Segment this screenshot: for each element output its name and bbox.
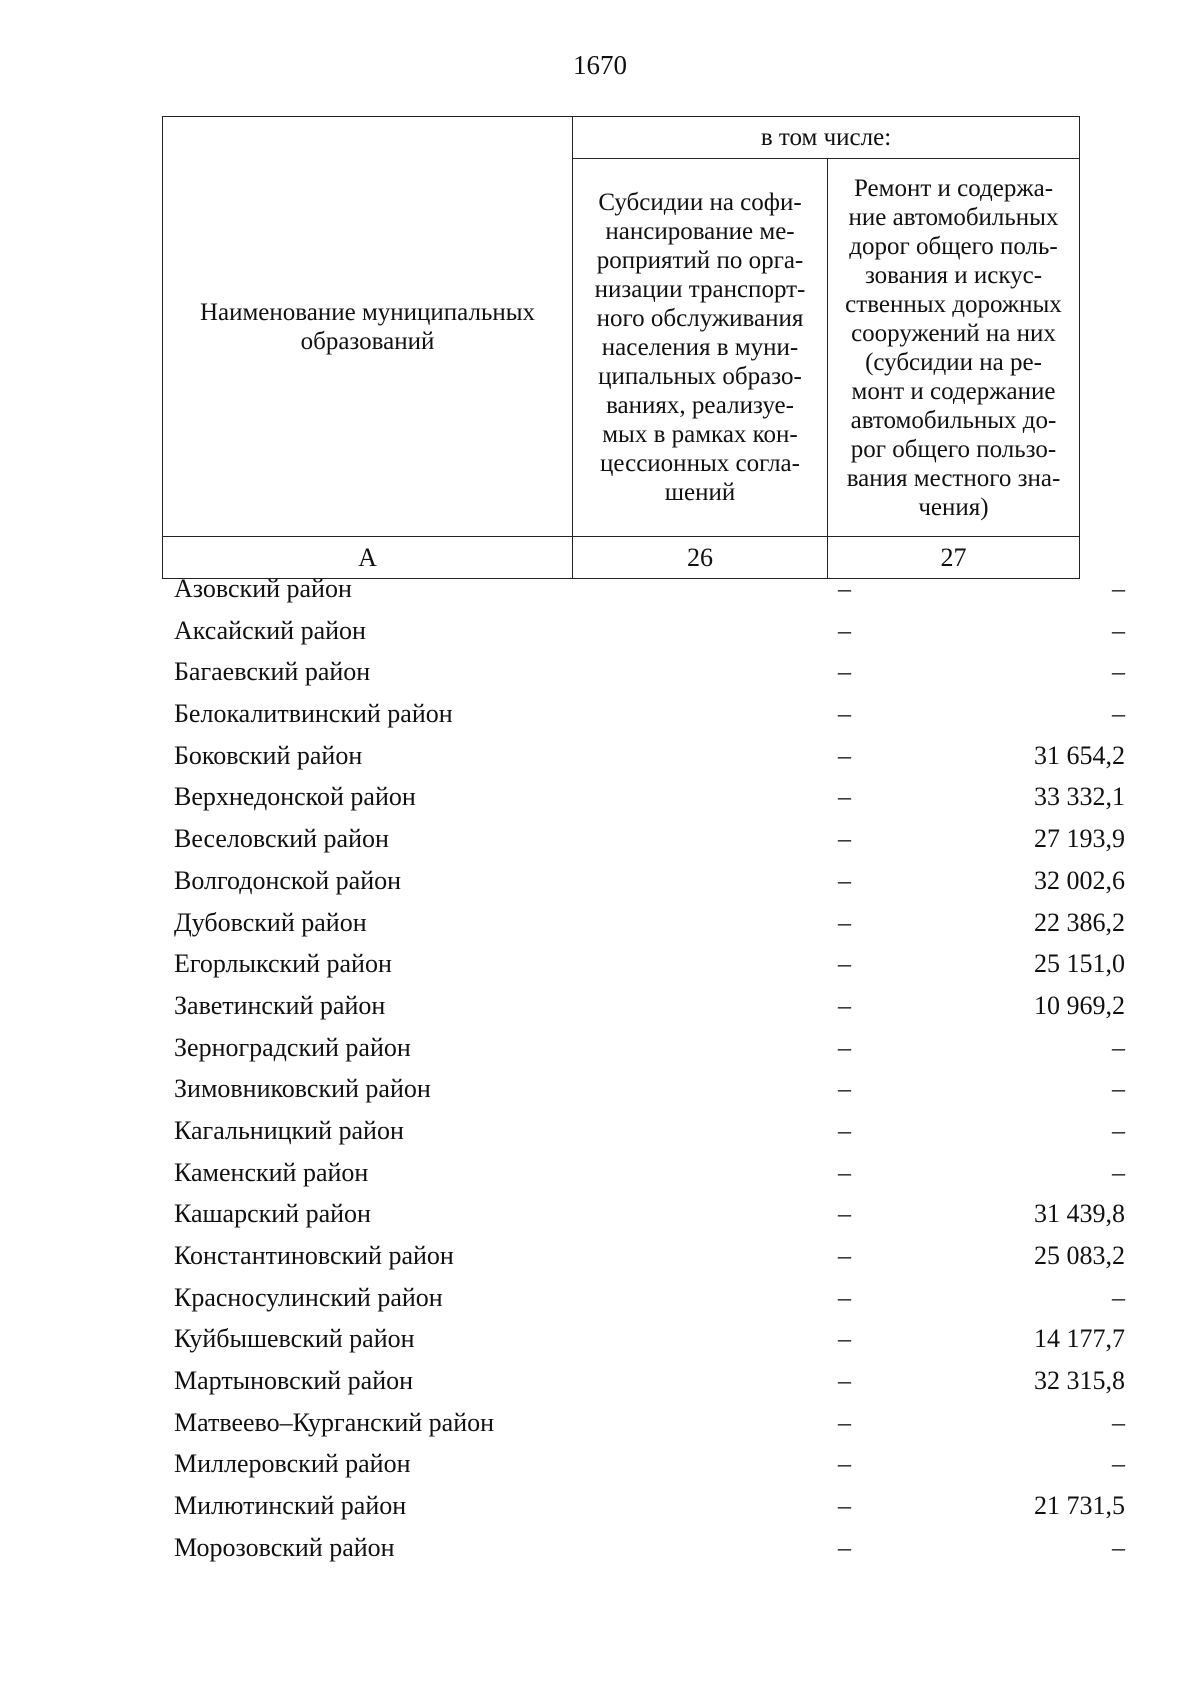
- value-col-26: –: [838, 1199, 851, 1229]
- table-row: [162, 818, 1137, 860]
- value-col-26: –: [838, 1407, 851, 1437]
- table-header: [162, 116, 1080, 579]
- municipality-name: Куйбышевский район: [174, 1324, 415, 1354]
- value-col-26: –: [838, 949, 851, 979]
- table-row: [162, 651, 1137, 693]
- value-col-27: 33 332,1: [1034, 782, 1125, 812]
- value-col-27: –: [1112, 1449, 1125, 1479]
- municipality-name: Кагальницкий район: [174, 1115, 404, 1145]
- value-col-26: –: [838, 907, 851, 937]
- municipality-name: Красносулинский район: [174, 1282, 443, 1312]
- column-index-a: А: [163, 537, 573, 579]
- municipality-name: Матвеево–Курганский район: [174, 1407, 495, 1437]
- table-row: [162, 693, 1137, 735]
- table-row: [162, 1527, 1137, 1569]
- value-col-26: –: [838, 615, 851, 645]
- value-col-27: –: [1112, 1407, 1125, 1437]
- value-col-27: –: [1112, 1115, 1125, 1145]
- value-col-27: 25 083,2: [1034, 1241, 1125, 1270]
- municipality-name: Мартыновский район: [174, 1366, 414, 1396]
- municipality-name: Зимовниковский район: [174, 1074, 431, 1104]
- value-col-27: 31 654,2: [1034, 740, 1125, 770]
- value-col-27: –: [1112, 615, 1125, 645]
- value-col-27: –: [1112, 1282, 1125, 1312]
- page-number: 1670: [573, 50, 627, 80]
- value-col-26: –: [838, 1241, 851, 1270]
- value-col-26: –: [838, 1032, 851, 1062]
- value-col-27: –: [1112, 657, 1125, 687]
- value-col-27: –: [1112, 699, 1125, 729]
- municipality-name: Каменский район: [174, 1157, 369, 1187]
- column-index-27: 27: [828, 537, 1080, 579]
- value-col-26: –: [838, 574, 851, 603]
- municipality-name: Боковский район: [174, 740, 363, 770]
- municipality-name: Кашарский район: [174, 1199, 371, 1229]
- table-body: [162, 568, 1137, 1569]
- table-row: [162, 1110, 1137, 1152]
- value-col-27: 10 969,2: [1034, 990, 1125, 1020]
- value-col-27: 27 193,9: [1034, 824, 1125, 854]
- municipality-name: Милютинский район: [174, 1491, 407, 1521]
- table-row: [162, 735, 1137, 777]
- table-row: [162, 1318, 1137, 1360]
- table-row: [162, 610, 1137, 652]
- municipality-name: Волгодонской район: [174, 865, 402, 895]
- municipality-name: Азовский район: [174, 574, 352, 603]
- value-col-26: –: [838, 1449, 851, 1479]
- municipality-name: Багаевский район: [174, 657, 371, 687]
- municipality-name: Морозовский район: [174, 1532, 395, 1562]
- column-index-26: 26: [573, 537, 828, 579]
- column-27-header: Ремонт и содержа- ние автомобильных дорог общего поль- зования и искус- ственных дорожных сооружений на них (субсидии на ре- монт и содержание автомобильных до- рог общего пользо- вания местного зна- чения): [828, 159, 1080, 537]
- municipality-name: Заветинский район: [174, 990, 386, 1020]
- table-row: [162, 1193, 1137, 1235]
- value-col-26: –: [838, 657, 851, 687]
- name-column-header: Наименование муниципальных образований: [163, 117, 573, 537]
- table-row: [162, 1027, 1137, 1069]
- value-col-26: –: [838, 1324, 851, 1354]
- value-col-26: –: [838, 1491, 851, 1521]
- value-col-27: 31 439,8: [1034, 1199, 1125, 1229]
- value-col-27: –: [1112, 1032, 1125, 1062]
- table-row: [162, 1235, 1137, 1277]
- municipality-name: Аксайский район: [174, 615, 366, 645]
- value-col-26: –: [838, 865, 851, 895]
- municipality-name: Верхнедонской район: [174, 782, 416, 812]
- municipality-name: Константиновский район: [174, 1241, 454, 1270]
- municipality-name: Зерноградский район: [174, 1032, 411, 1062]
- table-row: [162, 776, 1137, 818]
- value-col-26: –: [838, 1282, 851, 1312]
- municipality-name: Егорлыкский район: [174, 949, 392, 979]
- value-col-26: –: [838, 740, 851, 770]
- table-row: [162, 985, 1137, 1027]
- value-col-27: 25 151,0: [1034, 949, 1125, 979]
- value-col-27: 22 386,2: [1034, 907, 1125, 937]
- value-col-26: –: [838, 1074, 851, 1104]
- value-col-26: –: [838, 1532, 851, 1562]
- value-col-27: –: [1112, 574, 1125, 603]
- table-row: [162, 860, 1137, 902]
- value-col-26: –: [838, 1366, 851, 1396]
- municipality-name: Дубовский район: [174, 907, 367, 937]
- table-row: [162, 1443, 1137, 1485]
- value-col-27: 32 002,6: [1034, 865, 1125, 895]
- value-col-27: 21 731,5: [1034, 1491, 1125, 1521]
- value-col-26: –: [838, 824, 851, 854]
- table-row: [162, 1152, 1137, 1194]
- table-row: [162, 1360, 1137, 1402]
- column-26-header: Субсидии на софи- нансирование ме- роприятий по орга- низации транспорт- ного обслуживания населения в муни- ципальных образо- ваниях, реализуе- мых в рамках кон- цессионных согла- шений: [573, 159, 828, 537]
- value-col-26: –: [838, 1157, 851, 1187]
- value-col-26: –: [838, 699, 851, 729]
- table-row: [162, 902, 1137, 944]
- municipality-name: Веселовский район: [174, 824, 389, 854]
- value-col-27: 32 315,8: [1034, 1366, 1125, 1396]
- municipality-name: Миллеровский район: [174, 1449, 411, 1479]
- table-row: [162, 1068, 1137, 1110]
- table-row: [162, 943, 1137, 985]
- value-col-27: –: [1112, 1157, 1125, 1187]
- table-row: [162, 1277, 1137, 1319]
- value-col-27: –: [1112, 1074, 1125, 1104]
- group-header: в том числе:: [573, 117, 1080, 159]
- table-row: [162, 1485, 1137, 1527]
- municipality-name: Белокалитвинский район: [174, 699, 453, 729]
- value-col-26: –: [838, 1115, 851, 1145]
- table-row: [162, 568, 1137, 610]
- table-row: [162, 1402, 1137, 1444]
- value-col-27: 14 177,7: [1034, 1324, 1125, 1354]
- value-col-27: –: [1112, 1532, 1125, 1562]
- value-col-26: –: [838, 782, 851, 812]
- value-col-26: –: [838, 990, 851, 1020]
